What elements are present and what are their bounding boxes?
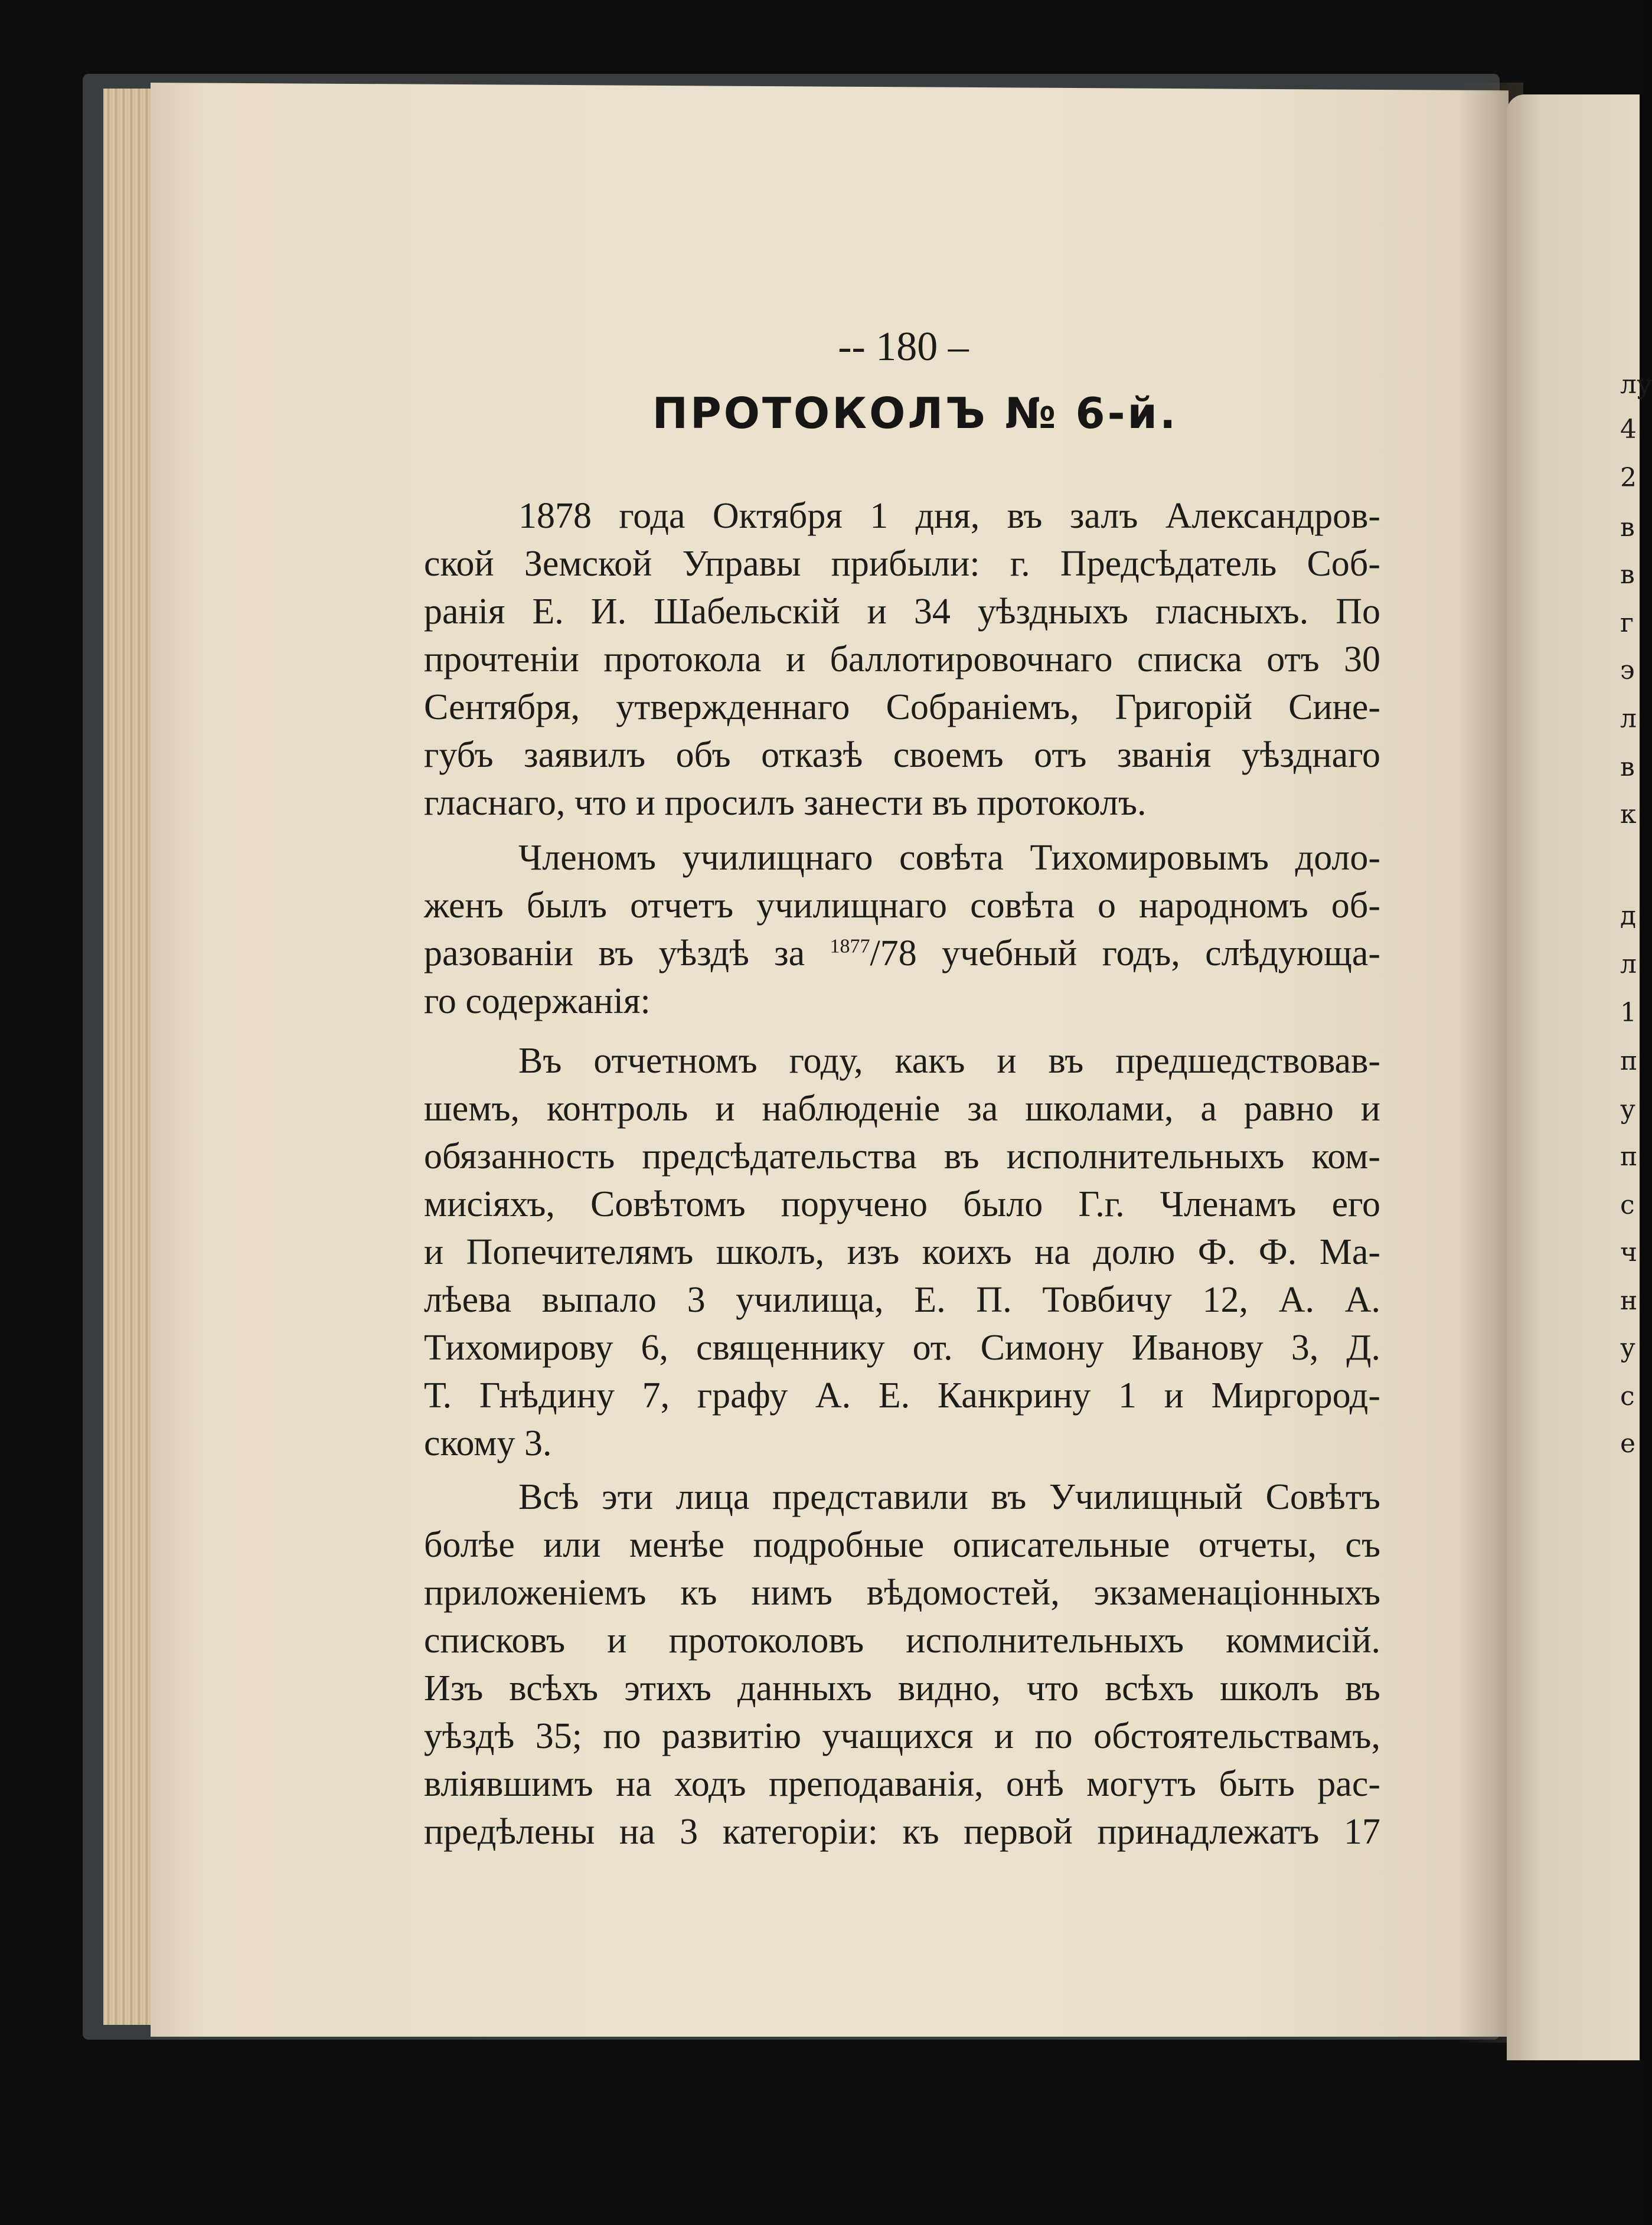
facing-page-fragment: к	[1620, 799, 1637, 829]
paragraph-2	[424, 834, 1380, 1025]
facing-page-fragment: п	[1620, 1142, 1638, 1172]
text-line: ской Земской Управы прибыли: г. Предсѣдатель Соб-	[424, 544, 1380, 584]
text-line: 1878 года Октября 1 дня, въ залъ Александров-	[518, 496, 1380, 536]
facing-page-fragment: у	[1620, 1333, 1635, 1363]
text-line: списковъ и протоколовъ исполнительныхъ коммисій.	[424, 1620, 1380, 1661]
facing-page-fragment: лу	[1620, 370, 1652, 400]
text-line	[424, 930, 1380, 978]
facing-page-fragment: л	[1620, 949, 1637, 979]
text-line: скому 3.	[424, 1423, 552, 1463]
text-line: Тихомирову 6, священнику от. Симону Иванову 3, Д.	[424, 1328, 1380, 1368]
facing-page-fragment: э	[1620, 655, 1635, 685]
paragraph-3	[424, 1037, 1380, 1468]
facing-page-fragment: е	[1620, 1429, 1636, 1459]
facing-page-fragment: п	[1620, 1046, 1638, 1076]
text-line: гласнаго, что и просилъ занести въ протоколъ.	[424, 783, 1147, 823]
text-line: лѣева выпало 3 училища, Е. П. Товбичу 12, А. А.	[424, 1280, 1380, 1320]
facing-page-fragment: у	[1620, 1094, 1635, 1125]
facing-page-fragment: с	[1620, 1190, 1635, 1220]
facing-page-fragment: 1	[1620, 998, 1637, 1028]
text-line: прочтеніи протокола и баллотировочнаго списка отъ 30	[424, 639, 1380, 679]
text-line: женъ былъ отчетъ училищнаго совѣта о народномъ об-	[424, 886, 1380, 926]
facing-page-fragment: в	[1620, 560, 1635, 590]
text-line: Всѣ эти лица представили въ Училищный Совѣтъ	[518, 1477, 1380, 1517]
page-title: ПРОТОКОЛЪ № 6-й.	[652, 388, 1178, 438]
text-line: го содержанія:	[424, 981, 651, 1021]
text-line: ранія Е. И. Шабельскій и 34 уѣздныхъ гласныхъ. По	[424, 592, 1380, 632]
text-line: обязанность предсѣдательства въ исполнительныхъ ком-	[424, 1136, 1380, 1177]
facing-page-fragment: г	[1620, 608, 1634, 638]
text-line: и Попечителямъ школъ, изъ коихъ на долю Ф. Ф. Ма-	[424, 1232, 1380, 1272]
text-line: болѣе или менѣе подробные описательные отчеты, съ	[424, 1525, 1380, 1565]
facing-page-fragment: в	[1620, 512, 1635, 543]
text-line: Членомъ училищнаго совѣта Тихомировымъ доло-	[518, 838, 1380, 878]
text-line: Т. Гнѣдину 7, графу А. Е. Канкрину 1 и Миргород-	[424, 1375, 1380, 1416]
school-year-fraction: /78	[870, 933, 917, 973]
text-fragment: разованіи въ уѣздѣ за	[424, 933, 805, 973]
text-line: губъ заявилъ объ отказѣ своемъ отъ званія уѣзднаго	[424, 735, 1380, 775]
text-line: предѣлены на 3 категоріи: къ первой принадлежатъ 17	[424, 1812, 1380, 1852]
text-line: Сентября, утвержденнаго Собраніемъ, Григорій Сине-	[424, 687, 1380, 727]
page-number: -- 180 –	[838, 324, 969, 370]
facing-page-fragment: с	[1620, 1381, 1635, 1412]
school-year-superscript: 1877	[830, 935, 870, 958]
text-fragment: учебный годъ, слѣдующа-	[942, 933, 1380, 973]
paragraph-1	[424, 492, 1380, 827]
text-line: вліявшимъ на ходъ преподаванія, онѣ могутъ быть рас-	[424, 1764, 1380, 1804]
facing-page-fragment: л	[1620, 704, 1637, 734]
facing-page-fragment: в	[1620, 752, 1635, 782]
paragraph-4	[424, 1473, 1380, 1856]
facing-page-fragment: н	[1620, 1286, 1638, 1316]
facing-page-fragment: 4	[1620, 414, 1637, 445]
text-line: Изъ всѣхъ этихъ данныхъ видно, что всѣхъ школъ въ	[424, 1668, 1380, 1708]
text-line: мисіяхъ, Совѣтомъ поручено было Г.г. Членамъ его	[424, 1184, 1380, 1224]
text-line: шемъ, контроль и наблюденіе за школами, а равно и	[424, 1089, 1380, 1129]
text-line: Въ отчетномъ году, какъ и въ предшедствовав-	[518, 1041, 1380, 1081]
facing-page-fragment: 2	[1620, 463, 1637, 493]
text-line: уѣздѣ 35; по развитію учащихся и по обстоятельствамъ,	[424, 1716, 1380, 1756]
text-line: приложеніемъ къ нимъ вѣдомостей, экзаменаціонныхъ	[424, 1573, 1380, 1613]
facing-page-fragment: ч	[1620, 1237, 1638, 1267]
facing-page-fragment: д	[1620, 901, 1637, 931]
